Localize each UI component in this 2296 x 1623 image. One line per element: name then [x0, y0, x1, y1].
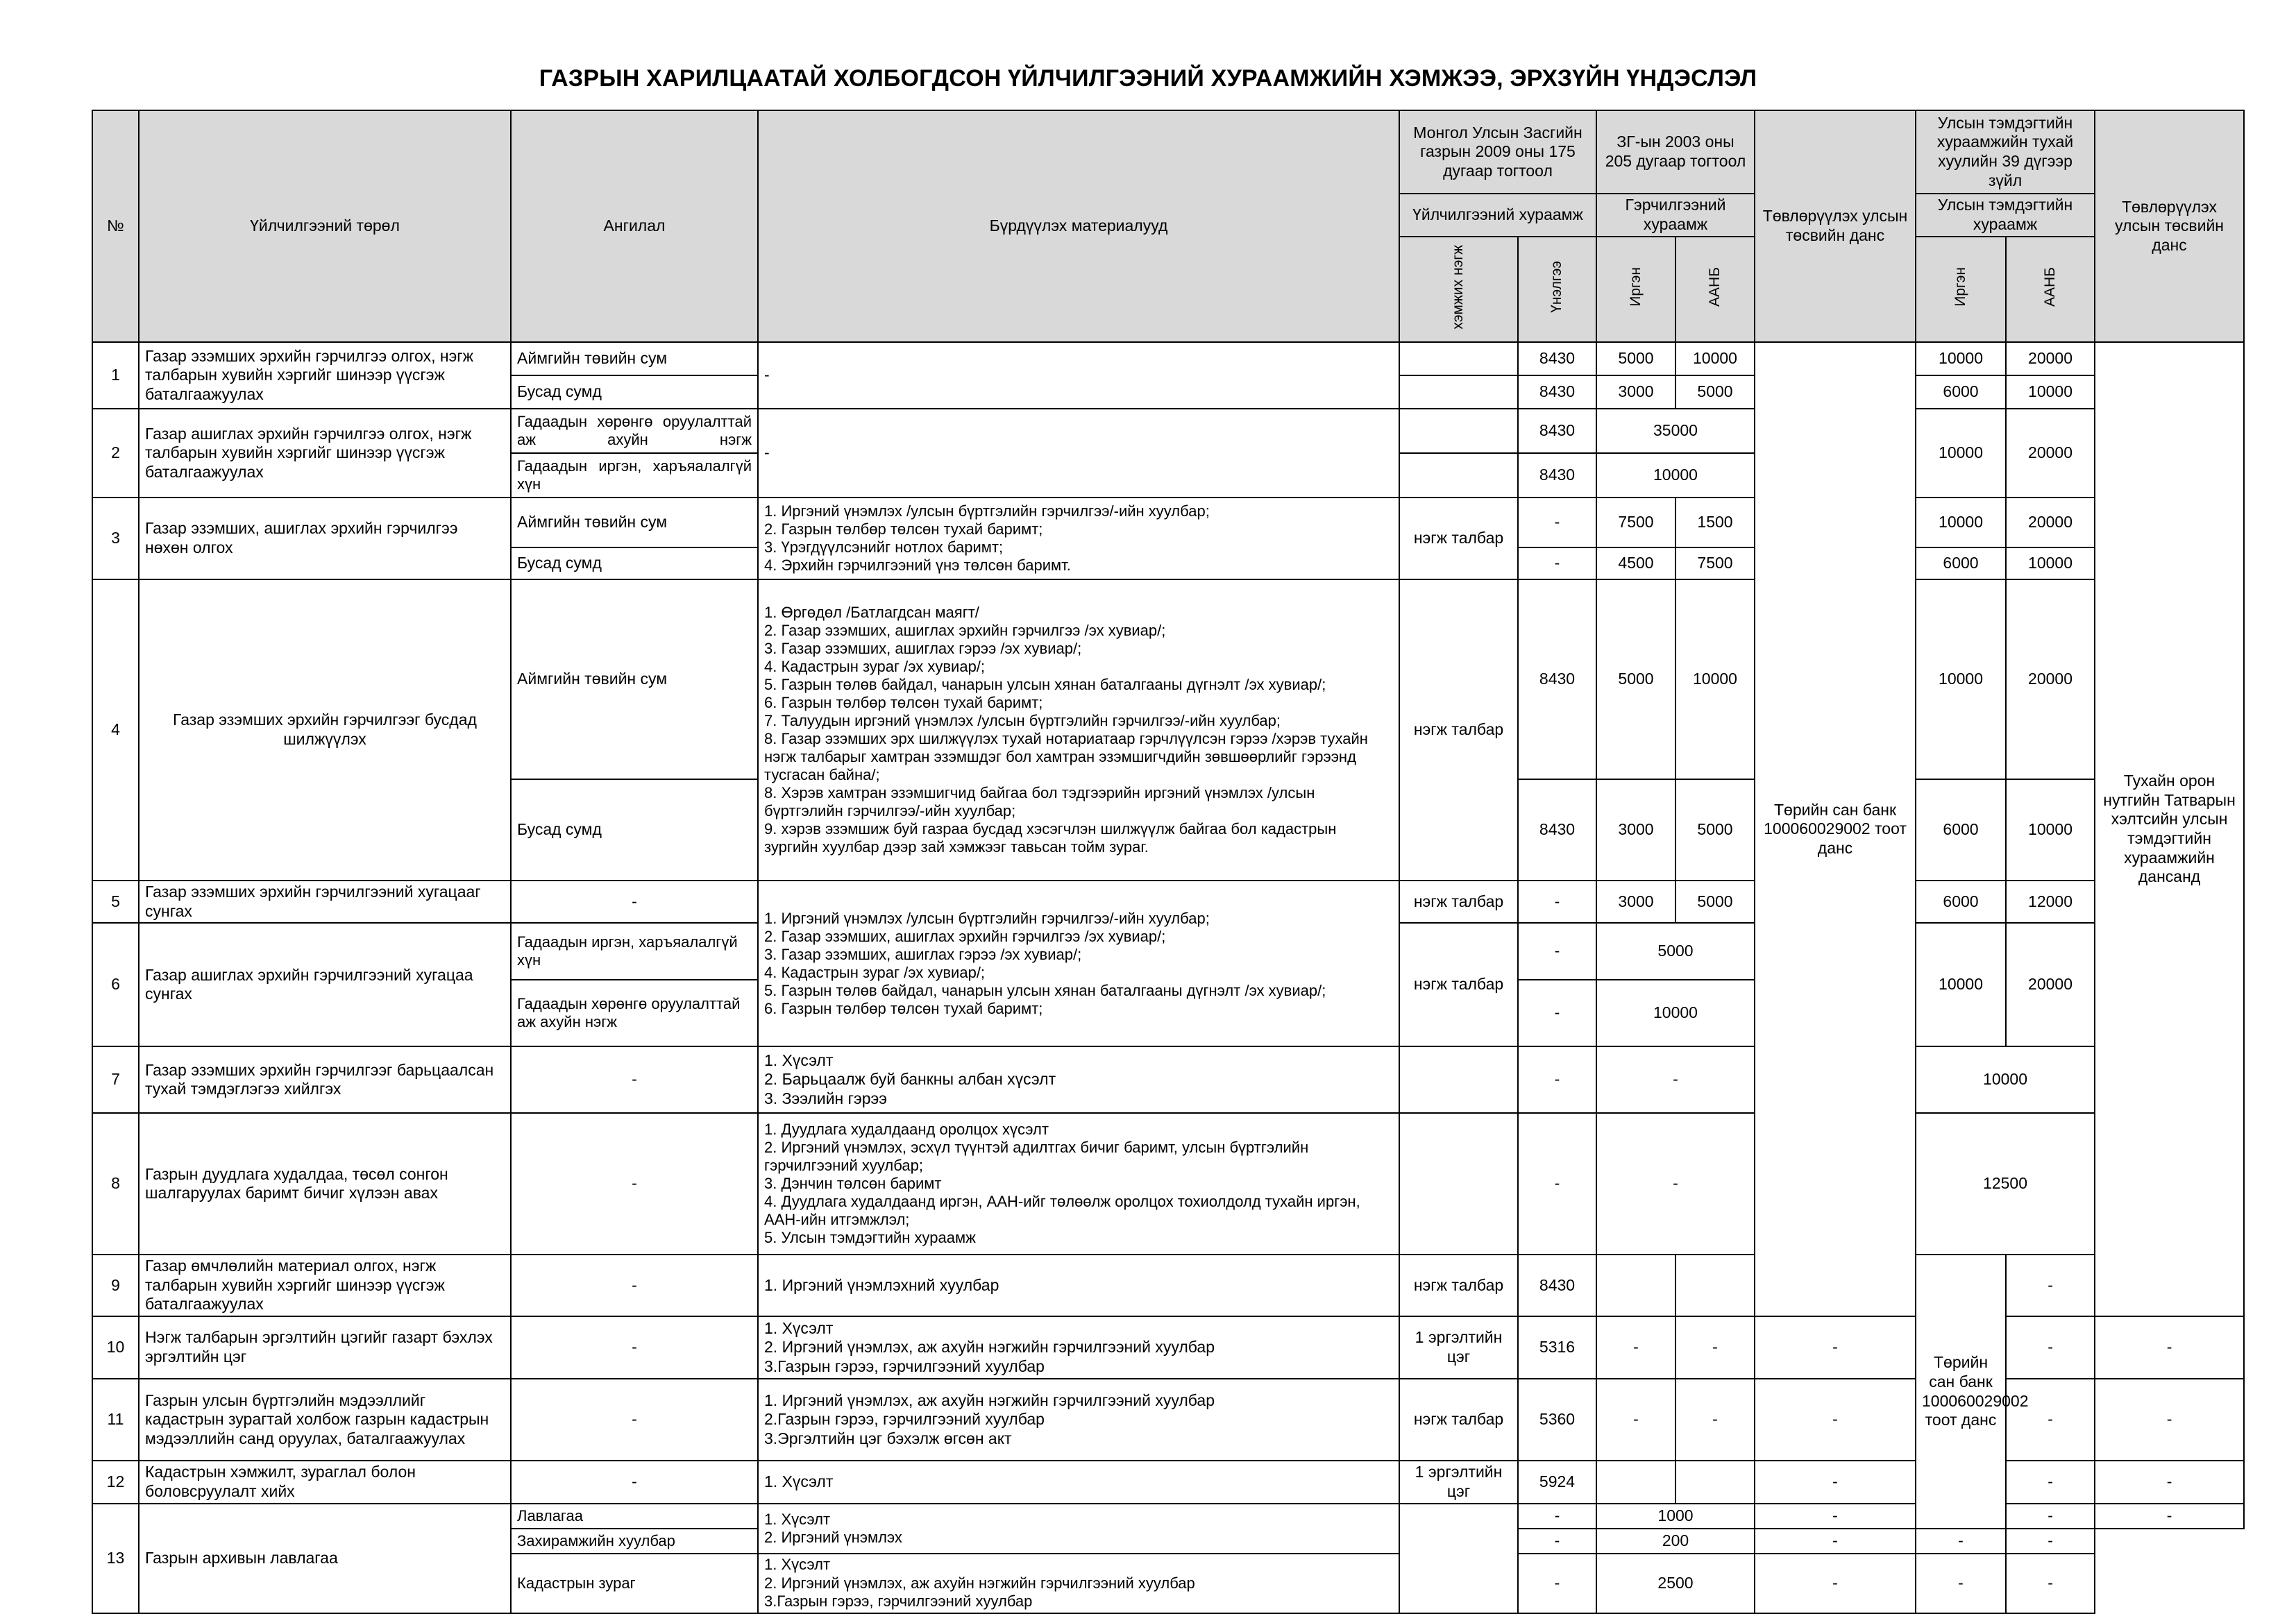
header-no: №	[92, 110, 139, 342]
stamp-citizen: -	[1755, 1529, 1916, 1554]
stamp-entity: 20000	[2006, 923, 2095, 1046]
category: Гадаадын хөрөнгө оруулалттай аж ахуйн нэгж	[511, 980, 758, 1046]
price: 8430	[1518, 375, 1596, 409]
unit: нэгж талбар	[1399, 923, 1518, 1046]
table-row	[92, 498, 2244, 547]
row-number: 13	[92, 1504, 139, 1613]
cert-fee: 10000	[1596, 980, 1755, 1046]
price: -	[1518, 1504, 1596, 1529]
service-type: Газрын архивын лавлагаа	[139, 1504, 511, 1613]
stamp-citizen: -	[1755, 1316, 1916, 1379]
cert-citizen: 3000	[1596, 779, 1675, 881]
row-number: 12	[92, 1461, 139, 1504]
materials: -	[758, 409, 1399, 498]
category: -	[511, 1255, 758, 1316]
price: -	[1518, 1554, 1596, 1613]
stamp-fee: 12500	[1916, 1113, 2095, 1255]
price: 8430	[1518, 1255, 1596, 1316]
stamp-entity: -	[2006, 1379, 2095, 1461]
table-row	[92, 1255, 2244, 1316]
materials: 1. Иргэний үнэмлэх /улсын бүртгэлийн гэрчилгээ/-ийн хуулбар; 2. Газар эзэмших, ашиглах эрхийн гэрчилгээ /эх хувиар/; 3. Газар эзэмших, ашиглах гэрээ /эх хувиар/; 4. Кадастрын зураг /эх хувиар/; 5. Газрын төлөв байдал, чанарын улсын хянан баталгааны дүгнэлт /эх хувиар/; 6. Газрын төлбөр төлсөн тухай баримт;	[758, 881, 1399, 1046]
row-number: 11	[92, 1379, 139, 1461]
header-price: Үнэлгээ	[1518, 237, 1596, 342]
header-materials: Бүрдүүлэх материалууд	[758, 110, 1399, 342]
cert-citizen: 7500	[1596, 498, 1675, 547]
row-number: 3	[92, 498, 139, 579]
price: -	[1518, 923, 1596, 980]
category: -	[511, 1461, 758, 1504]
unit	[1399, 453, 1518, 498]
stamp-entity: -	[2006, 1461, 2095, 1504]
cert-citizen: 3000	[1596, 375, 1675, 409]
header-service-fee: Үйлчилгээний хураамж	[1399, 194, 1596, 237]
table-row	[92, 579, 2244, 779]
price: 8430	[1518, 409, 1596, 453]
stamp-citizen: -	[2006, 1255, 2095, 1316]
stamp-entity: 20000	[2006, 498, 2095, 547]
cert-entity: 10000	[1675, 579, 1755, 779]
price: -	[1518, 1529, 1596, 1554]
stamp-citizen: 6000	[1916, 881, 2006, 923]
materials: 1. Иргэний үнэмлэх /улсын бүртгэлийн гэрчилгээ/-ийн хуулбар; 2. Газрын төлбөр төлсөн тухай баримт; 3. Үрэгдүүлсэнийг нотлох баримт; 4. Эрхийн гэрчилгээний үнэ төлсөн баримт.	[758, 498, 1399, 579]
service-type: Газар өмчлөлийн материал олгох, нэгж талбарын хувийн хэргийг шинээр үүсгэж баталгаажуулах	[139, 1255, 511, 1316]
service-type: Газар эзэмших эрхийн гэрчилгээ олгох, нэгж талбарын хувийн хэргийг шинээр үүсгэж баталгаажуулах	[139, 342, 511, 409]
materials: 1. Иргэний үнэмлэхний хуулбар	[758, 1255, 1399, 1316]
account-treasury: Төрийн сан банк 100060029002 тоот данс	[1755, 342, 1916, 1316]
materials: 1. Өргөдөл /Батлагдсан маягт/ 2. Газар эзэмших, ашиглах эрхийн гэрчилгээ /эх хувиар/; 3. Газар эзэмших, ашиглах гэрээ /эх хувиар/; 4. Кадастрын зураг /эх хувиар/; 5. Газрын төлөв байдал, чанарын улсын хянан баталгааны дүгнэлт /эх хувиар/; 6. Газрын төлбөр төлсөн тухай баримт; 7. Талуудын иргэний үнэмлэх /улсын бүртгэлийн гэрчилгээ/-ийн хуулбар; 8. Газар эзэмших эрх шилжүүлэх тухай нотариатаар гэрчлүүлсэн гэрээ /хэрэв тухайн нэгж талбарыг хамтран эзэмшдэг бол хамтран эзэмшигчдийн зөвшөөрлийг гэрээнд тусгасан байна/; 8. Хэрэв хамтран эзэмшигчид байгаа бол тэдгээрийн иргэний үнэмлэх /улсын бүртгэлийн гэрчилгээ/-ийн хуулбар; 9. хэрэв эзэмшиж буй газраа бусдад хэсэгчлэн шилжүүлж байгаа бол кадастрын зургийн хуулбар дээр зай хэмжээг тавьсан тойм зураг.	[758, 579, 1399, 881]
price: -	[1518, 547, 1596, 579]
unit	[1399, 1113, 1518, 1255]
account-local: -	[2006, 1554, 2095, 1613]
stamp-fee: 10000	[1916, 1046, 2095, 1113]
price: 8430	[1518, 579, 1596, 779]
service-type: Газар эзэмших эрхийн гэрчилгээний хугацааг сунгах	[139, 881, 511, 923]
materials: 1. Хүсэлт 2. Иргэний үнэмлэх	[758, 1504, 1399, 1554]
row-number: 2	[92, 409, 139, 498]
cert-citizen	[1596, 1255, 1675, 1316]
header-citizen-2: Иргэн	[1916, 237, 2006, 342]
stamp-entity: 12000	[2006, 881, 2095, 923]
page-title: ГАЗРЫН ХАРИЛЦААТАЙ ХОЛБОГДСОН ҮЙЛЧИЛГЭЭНИЙ ХУРААМЖИЙН ХЭМЖЭЭ, ЭРХЗҮЙН ҮНДЭСЛЭЛ	[539, 65, 1757, 92]
stamp-entity: 10000	[2006, 547, 2095, 579]
unit	[1399, 1046, 1518, 1113]
price: 5316	[1518, 1316, 1596, 1379]
table-row	[92, 1046, 2244, 1113]
row-number: 7	[92, 1046, 139, 1113]
unit: 1 эргэлтийн цэг	[1399, 1461, 1518, 1504]
header-unit: хэмжих нэгж	[1399, 237, 1518, 342]
cert-citizen: 3000	[1596, 881, 1675, 923]
cert-entity: -	[1675, 1316, 1755, 1379]
stamp-citizen: 6000	[1916, 375, 2006, 409]
cert-fee: 10000	[1596, 453, 1755, 498]
category: -	[511, 1316, 758, 1379]
header-stamp-law: Улсын тэмдэгтийн хураамжийн тухай хуулийн 39 дүгээр зүйл	[1916, 110, 2095, 194]
cert-entity: 5000	[1675, 779, 1755, 881]
unit: 1 эргэлтийн цэг	[1399, 1316, 1518, 1379]
stamp-entity: -	[2006, 1316, 2095, 1379]
row-number: 6	[92, 923, 139, 1046]
stamp-entity: -	[1916, 1554, 2006, 1613]
service-type: Нэгж талбарын эргэлтийн цэгийг газарт бэхлэх эргэлтийн цэг	[139, 1316, 511, 1379]
materials: 1. Хүсэлт 2. Иргэний үнэмлэх, аж ахуйн нэгжийн гэрчилгээний хуулбар 3.Газрын гэрээ, гэрчилгээний хуулбар	[758, 1554, 1399, 1613]
stamp-citizen: -	[1755, 1554, 1916, 1613]
price: -	[1518, 1046, 1596, 1113]
cert-citizen: 5000	[1596, 579, 1675, 779]
stamp-entity: 20000	[2006, 579, 2095, 779]
stamp-citizen: 10000	[1916, 342, 2006, 375]
unit	[1399, 375, 1518, 409]
cert-entity: 5000	[1675, 375, 1755, 409]
cert-citizen: -	[1596, 1379, 1675, 1461]
stamp-entity: 20000	[2006, 409, 2095, 498]
cert-fee: -	[1596, 1046, 1755, 1113]
stamp-entity: -	[2006, 1504, 2095, 1529]
stamp-citizen: 10000	[1916, 498, 2006, 547]
cert-entity: -	[1675, 1379, 1755, 1461]
account-local: -	[2095, 1379, 2244, 1461]
header-category: Ангилал	[511, 110, 758, 342]
service-type: Газар эзэмших эрхийн гэрчилгээг бусдад шилжүүлэх	[139, 579, 511, 881]
cert-citizen: 5000	[1596, 342, 1675, 375]
stamp-citizen: -	[1755, 1461, 1916, 1504]
unit	[1399, 342, 1518, 375]
service-type: Газрын дуудлага худалдаа, төсөл сонгон шалгаруулах баримт бичиг хүлээн авах	[139, 1113, 511, 1255]
fee-table	[92, 110, 2245, 1614]
header-gov175: Монгол Улсын Засгийн газрын 2009 оны 175 дугаар тогтоол	[1399, 110, 1596, 194]
header-account: Төвлөрүүлэх улсын төсвийн данс	[1755, 110, 1916, 342]
service-type: Газрын улсын бүртгэлийн мэдээллийг кадастрын зурагтай холбож газрын кадастрын мэдээллийн санд оруулах, баталгаажуулах	[139, 1379, 511, 1461]
price: -	[1518, 881, 1596, 923]
unit	[1399, 409, 1518, 453]
table-row	[92, 881, 2244, 923]
cert-fee: 35000	[1596, 409, 1755, 453]
price: -	[1518, 980, 1596, 1046]
table-row	[92, 1113, 2244, 1255]
cert-fee: 5000	[1596, 923, 1755, 980]
unit: нэгж талбар	[1399, 579, 1518, 881]
price: -	[1518, 498, 1596, 547]
unit: нэгж талбар	[1399, 881, 1518, 923]
category: Гадаадын хөрөнгө оруулалттай аж ахуйн нэгж	[511, 409, 758, 453]
account-local: -	[2095, 1504, 2244, 1529]
table-row	[92, 409, 2244, 453]
category: Гадаадын иргэн, харъяалалгүй хүн	[511, 923, 758, 980]
cert-entity: 1500	[1675, 498, 1755, 547]
service-type: Газар эзэмших эрхийн гэрчилгээг барьцаалсан тухай тэмдэглэгээ хийлгэх	[139, 1046, 511, 1113]
unit	[1399, 1504, 1518, 1613]
account-local: Тухайн орон нутгийн Татварын хэлтсийн улсын тэмдэгтийн хураамжийн дансанд	[2095, 342, 2244, 1316]
category: Кадастрын зураг	[511, 1554, 758, 1613]
category: Бусад сумд	[511, 779, 758, 881]
category: -	[511, 881, 758, 923]
stamp-citizen: 6000	[1916, 547, 2006, 579]
category: Бусад сумд	[511, 375, 758, 409]
unit: нэгж талбар	[1399, 498, 1518, 579]
cert-citizen: 4500	[1596, 547, 1675, 579]
row-number: 8	[92, 1113, 139, 1255]
cert-entity	[1675, 1255, 1755, 1316]
stamp-citizen: 10000	[1916, 409, 2006, 498]
materials: 1. Хүсэлт 2. Барьцаалж буй банкны албан хүсэлт 3. Зээлийн гэрээ	[758, 1046, 1399, 1113]
header-entity-2: ААНБ	[2006, 237, 2095, 342]
service-type: Газар ашиглах эрхийн гэрчилгээ олгох, нэгж талбарын хувийн хэргийг шинээр үүсгэж баталгаажуулах	[139, 409, 511, 498]
stamp-citizen: -	[1755, 1504, 1916, 1529]
service-type: Газар эзэмших, ашиглах эрхийн гэрчилгээ нөхөн олгох	[139, 498, 511, 579]
cert-entity: 7500	[1675, 547, 1755, 579]
cert-entity	[1675, 1461, 1755, 1504]
cert-citizen: -	[1596, 1316, 1675, 1379]
service-type: Кадастрын хэмжилт, зураглал болон боловсруулалт хийх	[139, 1461, 511, 1504]
cert-fee: 1000	[1596, 1504, 1755, 1529]
stamp-entity: 20000	[2006, 342, 2095, 375]
service-type: Газар ашиглах эрхийн гэрчилгээний хугацаа сунгах	[139, 923, 511, 1046]
header-account-2: Төвлөрүүлэх улсын төсвийн данс	[2095, 110, 2244, 342]
category: Бусад сумд	[511, 547, 758, 579]
cert-fee: 2500	[1596, 1554, 1755, 1613]
row-number: 1	[92, 342, 139, 409]
materials: -	[758, 342, 1399, 409]
unit: нэгж талбар	[1399, 1379, 1518, 1461]
cert-citizen	[1596, 1461, 1675, 1504]
category: -	[511, 1046, 758, 1113]
materials: 1. Иргэний үнэмлэх, аж ахуйн нэгжийн гэрчилгээний хуулбар 2.Газрын гэрээ, гэрчилгээний хуулбар 3.Эргэлтийн цэг бэхэлж өгсөн акт	[758, 1379, 1399, 1461]
row-number: 4	[92, 579, 139, 881]
cert-entity: 5000	[1675, 881, 1755, 923]
price: 8430	[1518, 342, 1596, 375]
category: Захирамжийн хуулбар	[511, 1529, 758, 1554]
cert-entity: 10000	[1675, 342, 1755, 375]
stamp-entity: -	[1916, 1529, 2006, 1554]
header-service-type: Үйлчилгээний төрөл	[139, 110, 511, 342]
account-treasury-2: Төрийн сан банк 100060029002 тоот данс	[1916, 1255, 2006, 1529]
stamp-citizen: 10000	[1916, 579, 2006, 779]
account-local: -	[2095, 1461, 2244, 1504]
row-number: 9	[92, 1255, 139, 1316]
materials: 1. Хүсэлт	[758, 1461, 1399, 1504]
category: Гадаадын иргэн, харъяалалгүй хүн	[511, 453, 758, 498]
category: Аймгийн төвийн сум	[511, 579, 758, 779]
materials: 1. Хүсэлт 2. Иргэний үнэмлэх, аж ахуйн нэгжийн гэрчилгээний хуулбар 3.Газрын гэрээ, гэрчилгээний хуулбар	[758, 1316, 1399, 1379]
header-cert-fee: Гэрчилгээний хураамж	[1596, 194, 1755, 237]
price: 8430	[1518, 453, 1596, 498]
header-stamp-fee: Улсын тэмдэгтийн хураамж	[1916, 194, 2095, 237]
stamp-entity: 10000	[2006, 375, 2095, 409]
category: Аймгийн төвийн сум	[511, 342, 758, 375]
account-local: -	[2095, 1316, 2244, 1379]
header-gov205: ЗГ-ын 2003 оны 205 дугаар тогтоол	[1596, 110, 1755, 194]
price: -	[1518, 1113, 1596, 1255]
stamp-citizen: 10000	[1916, 923, 2006, 1046]
price: 8430	[1518, 779, 1596, 881]
row-number: 5	[92, 881, 139, 923]
category: Аймгийн төвийн сум	[511, 498, 758, 547]
stamp-entity: 10000	[2006, 779, 2095, 881]
category: -	[511, 1379, 758, 1461]
price: 5924	[1518, 1461, 1596, 1504]
stamp-citizen: -	[1755, 1379, 1916, 1461]
header-entity: ААНБ	[1675, 237, 1755, 342]
table-row	[92, 342, 2244, 375]
header-citizen: Иргэн	[1596, 237, 1675, 342]
cert-fee: 200	[1596, 1529, 1755, 1554]
account-local: -	[2006, 1529, 2095, 1554]
stamp-citizen: 6000	[1916, 779, 2006, 881]
category: Лавлагаа	[511, 1504, 758, 1529]
cert-fee: -	[1596, 1113, 1755, 1255]
category: -	[511, 1113, 758, 1255]
row-number: 10	[92, 1316, 139, 1379]
materials: 1. Дуудлага худалдаанд оролцох хүсэлт 2. Иргэний үнэмлэх, эсхүл түүнтэй адилтгах бичиг баримт, улсын бүртгэлийн гэрчилгээний хуулбар; 3. Дэнчин төлсөн баримт 4. Дуудлага худалдаанд иргэн, ААН-ийг төлөөлж оролцох тохиолдолд тухайн иргэн, ААН-ийн итгэмжлэл; 5. Улсын тэмдэгтийн хураамж	[758, 1113, 1399, 1255]
unit: нэгж талбар	[1399, 1255, 1518, 1316]
price: 5360	[1518, 1379, 1596, 1461]
